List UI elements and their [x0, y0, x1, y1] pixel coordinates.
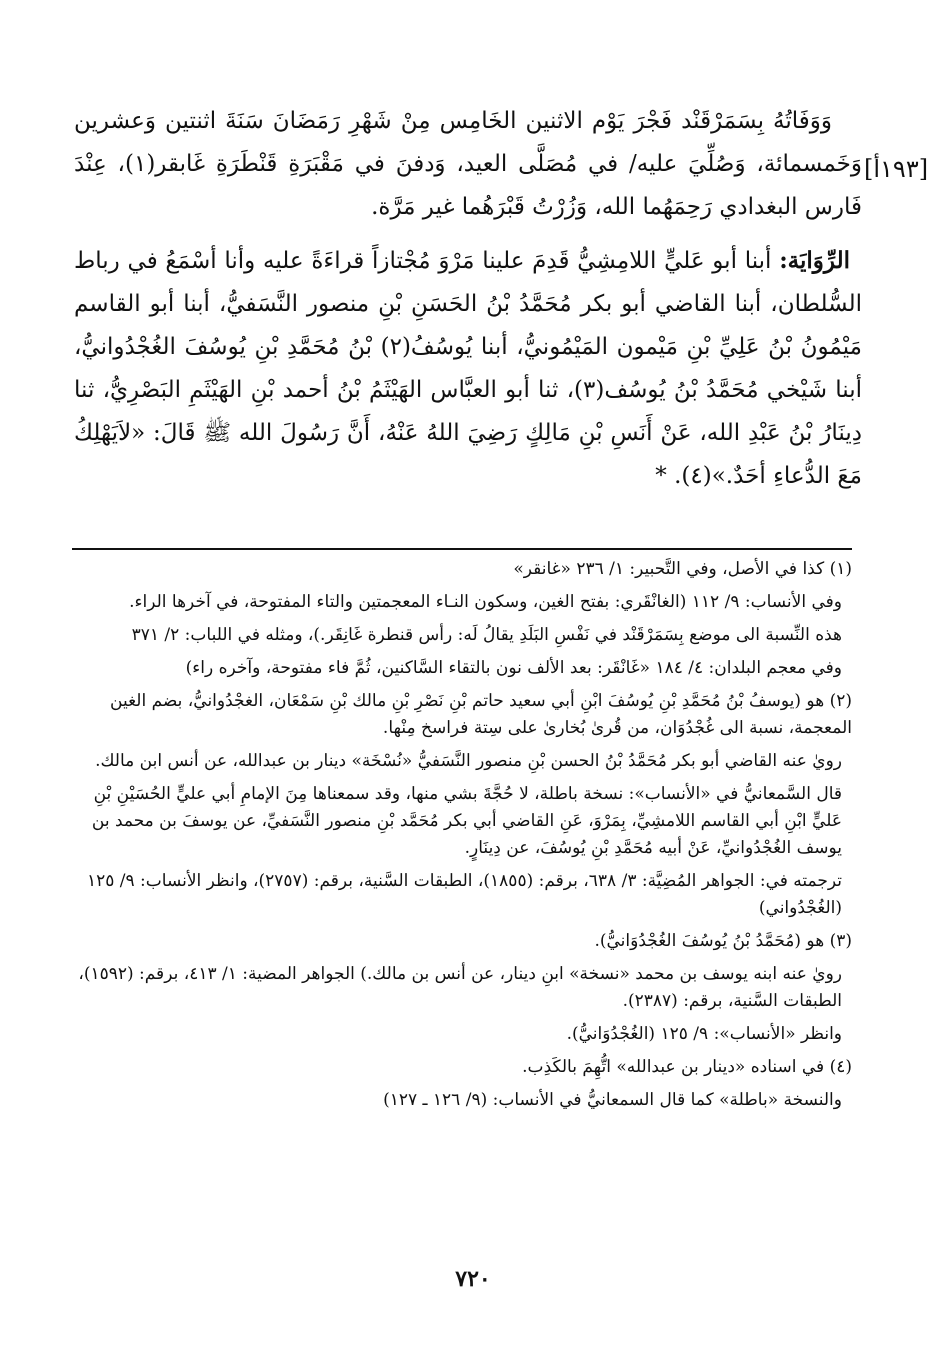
- footnote-line: هذه النِّسبة الى موضع بِسَمَرْقَنْد في نَفْسِ البَلَدِ يقالُ لَه: رأس قنطرة غَانِقَر.)، ومثله في اللباب: ٢/ ٣٧١: [131, 625, 842, 645]
- footnote-line: وانظر «الأنساب»: ٩/ ١٢٥ (الغُجْدُوَانيُّ).: [566, 1024, 842, 1044]
- main-text-block: [74, 100, 862, 498]
- narration-heading: الرِّوَايَة:: [779, 247, 850, 274]
- footnotes-block: [74, 556, 852, 1120]
- page-number: ٧٢٠: [455, 1266, 491, 1292]
- footnote-line: (٣) هو (مُحَمَّدُ بْنُ يُوسُفَ الغُجْدُوَانيُّ).: [594, 931, 852, 951]
- footnote-line: رويٰ عنه القاضي أبو بكر مُحَمَّدُ بْنُ الحسن بْنِ منصور النَّسَفيُّ «نُسْخَة» دينار بن عبدالله، عن أنس ابن مالك.: [95, 751, 842, 771]
- footnote-divider: [72, 548, 852, 550]
- footnote-line: رويٰ عنه ابنه يوسف بن محمد «نسخة» ابنِ دينار، عن أنس بن مالك.) الجواهر المضية: ١/ ٤١٣، برقم: (١٥٩٢)، الطبقات السَّنية، برقم: (٢٣٨٧).: [78, 964, 842, 1011]
- footnote-line: قال السَّمعانيُّ في «الأنساب»: نسخة باطلة، لا حُجَّةَ بشي منها، وقد سمعناها مِنَ الإمامِ أبي عليٍّ الحُسَيْنِ بْنِ عَليٍّ ابْنِ أبي القاسم اللامشِيِّ، بِمَرْوَ، عَنِ القاضي أبي بكر مُحَمَّد بْنِ منصور النَّسَفيِّ، عن يوسفَ بن محمد بن يوسف الغُجْدُوانيِّ، عَنْ أبيه مُحَمَّدِ بْنِ يُوسُفَ، عن دِينَارٍ.: [91, 784, 842, 858]
- margin-folio-ref: [١٩٣أ]: [864, 155, 929, 183]
- footnote-line: وفي الأنساب: ٩/ ١١٢ (الغانْقَري: بفتح الغين، وسكون النـاء المعجمتين والتاء المفتوحة، في آخرها الراء.: [129, 592, 842, 612]
- footnote-line: (٤) في اسناده «دينار بن عبدالله» اتُّهِمَ بالكَذِب.: [522, 1057, 852, 1077]
- footnote-line: وفي معجم البلدان: ٤/ ١٨٤ «غَانْقَر: بعد الألف نون بالتقاء السَّاكنين، ثُمَّ فاء مفتوحة، وآخره راء): [185, 658, 842, 678]
- footnote-line: (١) كذا في الأصل، وفي التَّحبير: ١/ ٢٣٦ «غانقر»: [513, 559, 852, 579]
- footnote-line: (٢) هو (يوسفُ بْنُ مُحَمَّدِ بْنِ يُوسُفَ ابْنِ أبي سعيد حاتم بْنِ نَصْرِ بْنِ مالك بْنِ سَمْعَان، الغجْدُوانيُّ، بضم الغين المعجمة، نسبة الى غُجْدُوَان، من قُرىٰ بُخارىٰ على سِتة فراسخ مِنْها.: [110, 691, 852, 738]
- footnote-line: ترجمته في: الجواهر المُضِيَّة: ٣/ ٦٣٨، برقم: (١٨٥٥)، الطبقات السَّنية، برقم: (٢٧٥٧)، وانظر الأنساب: ٩/ ١٢٥ (الغُجْدُواني): [86, 871, 842, 918]
- narration-body: أبنا أبو عَليٍّ اللامِشِيُّ قَدِمَ علينا مَرْوَ مُجْتازاً قراءَةً عليه وأنا أسْمَعُ في رباط السُّلطان، أبنا القاضي أبو بكر مُحَمَّدُ بْنُ الحَسَنِ بْنِ منصور النَّسَفيُّ، أبنا أبو القاسم مَيْمُونُ بْنُ عَلِيِّ بْنِ مَيْمون المَيْمُونيُّ، أبنا يُوسُفُ(٢) بْنُ مُحَمَّدِ بْنِ يُوسُفَ الغُجْدُوانيُّ، أبنا شَيْخي مُحَمَّدُ بْنُ يُوسُف(٣)، ثنا أبو العبَّاس الهَيْثَمُ بْنُ أحمد بْنِ الهَيْثَمِ البَصْرِيُّ، ثنا دِينَارُ بْنُ عَبْدِ الله، عَنْ أَنَسِ بْنِ مَالِكٍ رَضِيَ اللهُ عَنْهُ، أَنَّ رَسُولَ الله ﷺ قَالَ: «لاَيَهْلِكُ مَعَ الدُّعاءِ أحَدٌ.»(٤). *: [74, 248, 862, 489]
- death-paragraph: وَوَفَاتُهُ بِسَمَرْقَنْد فَجْرَ يَوْم الاثنين الخَامِس مِنْ شَهْرِ رَمَضَانَ سَنَةَ اثنتين وَعشرين وَخَمسمائة، وَصُلِّيَ عليه/ في مُصَلَّى العيد، وَدفنَ في مَقْبَرَةِ قَنْطَرَةِ غَابقر(١)، عِنْدَ فَارس البغدادي رَحِمَهُما الله، وَزُرْتُ قَبْرَهُما غير مَرَّة.: [74, 108, 862, 220]
- footnote-line: والنسخة «باطلة» كما قال السمعانيُّ في الأنساب: (٩/ ١٢٦ ـ ١٢٧): [383, 1090, 842, 1110]
- narration-paragraph: [74, 239, 862, 498]
